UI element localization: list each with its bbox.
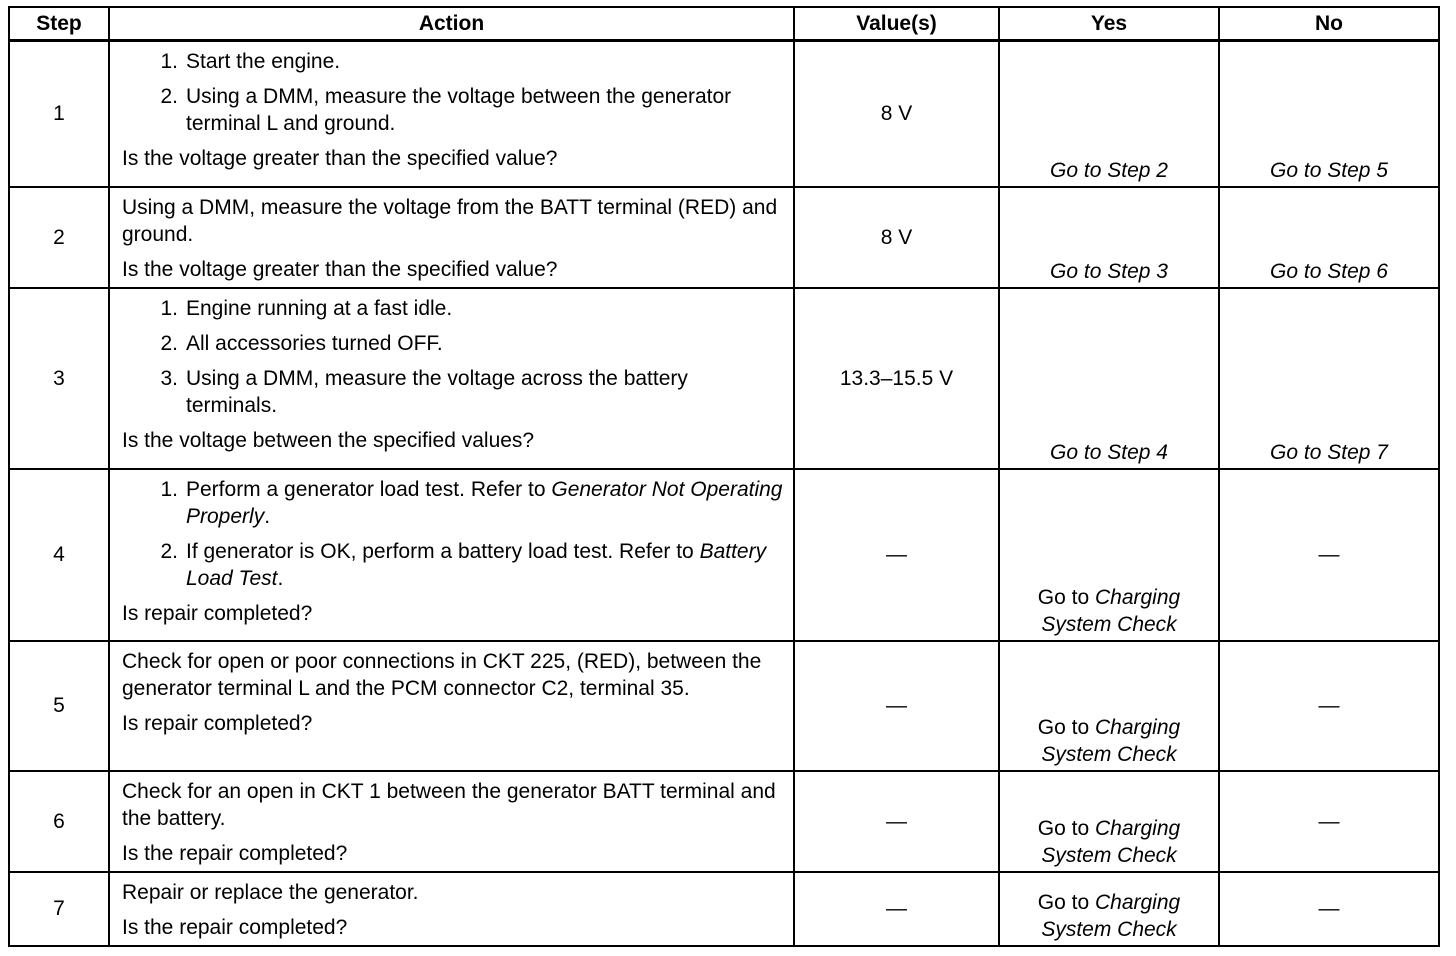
action-cell (109, 872, 794, 946)
reference-link[interactable]: Generator Not Operating Properly (186, 477, 783, 528)
yes-cell (999, 641, 1219, 771)
action-cell (109, 41, 794, 187)
header-action: Action (109, 7, 794, 41)
step-number: 7 (9, 872, 109, 946)
value-cell: — (794, 641, 999, 771)
yes-cell (999, 41, 1219, 187)
yes-goto-prefix: Go to (1037, 715, 1095, 739)
table-row (9, 771, 1439, 872)
table-row (9, 872, 1439, 946)
step-number: 5 (9, 641, 109, 771)
list-item: 1. Start the engine. (122, 48, 783, 75)
action-list (122, 48, 783, 137)
action-question: Is the repair completed? (122, 841, 348, 865)
header-no: No (1219, 7, 1439, 41)
action-list (122, 295, 783, 419)
yes-cell (999, 288, 1219, 469)
step-number: 3 (9, 288, 109, 469)
step-number: 6 (9, 771, 109, 872)
value-cell: 13.3–15.5 V (794, 288, 999, 469)
value-cell: — (794, 771, 999, 872)
action-text: Check for open or poor connections in CKT 225, (RED), between the generator terminal L and the PCM connector C2, terminal 35. (122, 649, 762, 700)
value-cell: 8 V (794, 41, 999, 187)
no-cell (1219, 41, 1439, 187)
no-cell: — (1219, 872, 1439, 946)
diagnostic-table (8, 6, 1440, 947)
reference-link[interactable]: Battery Load Test (186, 539, 767, 590)
list-item: 2. If generator is OK, perform a battery load test. Refer to Battery Load Test. (160, 539, 767, 590)
action-question: Is repair completed? (122, 711, 313, 735)
no-goto-link[interactable]: Go to Step 6 (1270, 259, 1388, 283)
action-item-text: Start the engine. (186, 50, 341, 73)
value-cell: — (794, 469, 999, 641)
action-question: Is the voltage between the specified values? (122, 428, 535, 452)
yes-cell (999, 469, 1219, 641)
no-cell (1219, 288, 1439, 469)
no-cell: — (1219, 469, 1439, 641)
action-cell (109, 187, 794, 288)
action-item-text: Engine running at a fast idle. (186, 296, 453, 320)
action-cell (109, 288, 794, 469)
table-row (9, 41, 1439, 187)
action-question: Is the repair completed? (122, 915, 348, 939)
header-value: Value(s) (794, 7, 999, 41)
list-item: 2. Using a DMM, measure the voltage between the generator terminal L and ground. (122, 83, 783, 137)
action-question: Is the voltage greater than the specified value? (122, 147, 558, 170)
action-item-text: All accessories turned OFF. (186, 331, 443, 355)
yes-goto-link[interactable]: Charging System Check (1041, 715, 1181, 766)
table-row (9, 187, 1439, 288)
yes-goto-link[interactable]: Go to Step 3 (1050, 259, 1168, 283)
header-row (9, 7, 1439, 41)
action-item-text: If generator is OK, perform a battery load test. Refer to (186, 539, 700, 563)
action-question: Is repair completed? (122, 601, 313, 625)
table-row (9, 469, 1439, 641)
yes-goto-link[interactable]: Go to Step 2 (1050, 158, 1168, 182)
yes-goto-link[interactable]: Charging System Check (1041, 890, 1181, 941)
list-item: 1. Perform a generator load test. Refer to Generator Not Operating Properly. (160, 477, 783, 528)
no-goto-link[interactable]: Go to Step 5 (1270, 158, 1388, 182)
step-number: 2 (9, 187, 109, 288)
action-text: Repair or replace the generator. (122, 880, 419, 904)
yes-goto-link[interactable]: Go to Step 4 (1050, 440, 1168, 464)
table-row (9, 288, 1439, 469)
yes-goto-prefix: Go to (1037, 585, 1095, 609)
list-item: 3. Using a DMM, measure the voltage across the battery terminals. (122, 365, 783, 419)
list-item: 2. All accessories turned OFF. (122, 330, 783, 357)
yes-goto-link[interactable]: Charging System Check (1041, 585, 1181, 636)
yes-cell (999, 771, 1219, 872)
action-cell (109, 771, 794, 872)
step-number: 4 (9, 469, 109, 641)
yes-cell (999, 872, 1219, 946)
step-number: 1 (9, 41, 109, 187)
no-cell (1219, 187, 1439, 288)
action-text: Using a DMM, measure the voltage from the BATT terminal (RED) and ground. (122, 195, 778, 246)
no-cell: — (1219, 641, 1439, 771)
action-question: Is the voltage greater than the specified value? (122, 257, 558, 281)
yes-cell (999, 187, 1219, 288)
value-cell: — (794, 872, 999, 946)
header-step: Step (9, 7, 109, 41)
yes-goto-prefix: Go to (1037, 890, 1095, 914)
action-item-text: Perform a generator load test. Refer to (186, 477, 552, 501)
action-item-text: Using a DMM, measure the voltage between the generator terminal L and ground. (186, 85, 732, 135)
action-list (122, 476, 783, 592)
yes-goto-prefix: Go to (1037, 816, 1095, 840)
no-cell: — (1219, 771, 1439, 872)
list-item: 1. Engine running at a fast idle. (122, 295, 783, 322)
action-cell (109, 469, 794, 641)
yes-goto-link[interactable]: Charging System Check (1041, 816, 1181, 867)
action-item-text: Using a DMM, measure the voltage across the battery terminals. (186, 366, 688, 417)
action-text: Check for an open in CKT 1 between the generator BATT terminal and the battery. (122, 779, 776, 830)
value-cell: 8 V (794, 187, 999, 288)
header-yes: Yes (999, 7, 1219, 41)
no-goto-link[interactable]: Go to Step 7 (1270, 440, 1388, 464)
action-cell (109, 641, 794, 771)
table-row (9, 641, 1439, 771)
